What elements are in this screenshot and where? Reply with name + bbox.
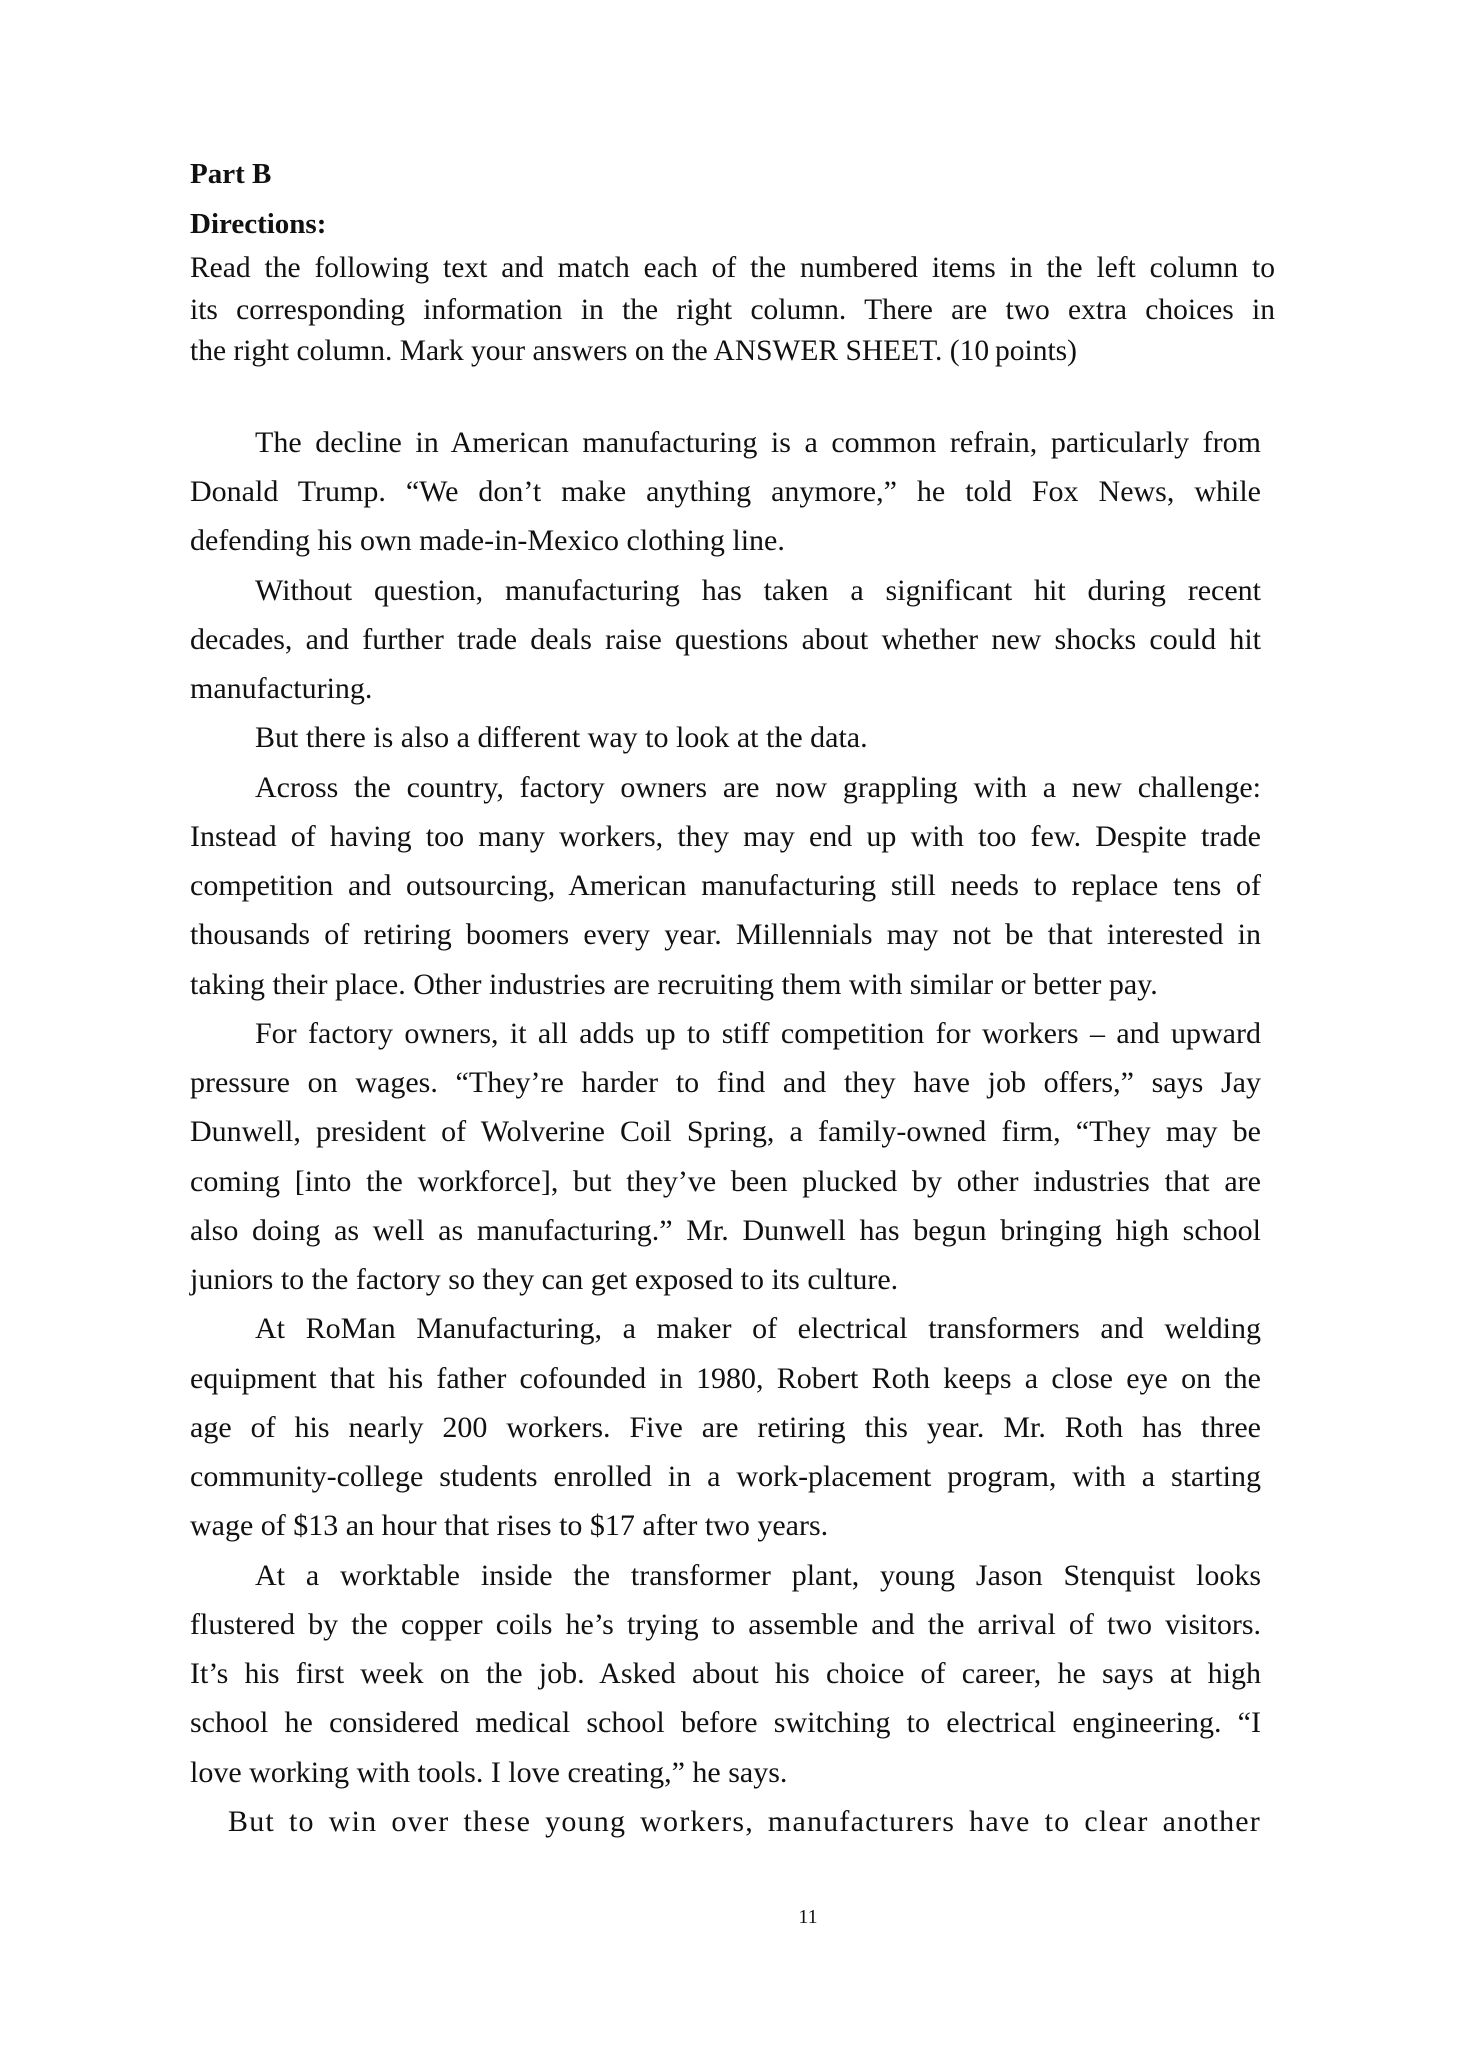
passage-line: school he considered medical school before switching to electrical engineering. “I bbox=[190, 1706, 1261, 1739]
passage-line: taking their place. Other industries are recruiting them with similar or better pay. bbox=[190, 968, 1158, 1001]
passage-line: pressure on wages. “They’re harder to find and they have job offers,” says Jay bbox=[190, 1066, 1261, 1099]
passage-line: At RoMan Manufacturing, a maker of electrical transformers and welding bbox=[255, 1312, 1261, 1345]
passage-line: wage of $13 an hour that rises to $17 after two years. bbox=[190, 1509, 829, 1542]
passage-line: At a worktable inside the transformer plant, young Jason Stenquist looks bbox=[255, 1559, 1261, 1592]
passage-line: But to win over these young workers, manufacturers have to clear another bbox=[228, 1805, 1261, 1838]
directions-line: Read the following text and match each of the numbered items in the left column to bbox=[190, 252, 1275, 284]
passage-line: For factory owners, it all adds up to stiff competition for workers – and upward bbox=[255, 1017, 1261, 1050]
passage-line: also doing as well as manufacturing.” Mr. Dunwell has begun bringing high school bbox=[190, 1214, 1261, 1247]
passage-line: decades, and further trade deals raise questions about whether new shocks could hit bbox=[190, 623, 1261, 656]
page-number: 11 bbox=[798, 1906, 818, 1928]
passage-line: community-college students enrolled in a work-placement program, with a starting bbox=[190, 1460, 1261, 1493]
passage-line: love working with tools. I love creating,” he says. bbox=[190, 1756, 788, 1789]
passage-line: flustered by the copper coils he’s trying to assemble and the arrival of two visitors. bbox=[190, 1608, 1261, 1641]
section-title: Part B bbox=[190, 158, 272, 190]
directions-line: its corresponding information in the right column. There are two extra choices in bbox=[190, 294, 1275, 326]
passage-line: age of his nearly 200 workers. Five are retiring this year. Mr. Roth has three bbox=[190, 1411, 1261, 1444]
passage-line: Across the country, factory owners are now grappling with a new challenge: bbox=[255, 771, 1261, 804]
passage-line: thousands of retiring boomers every year. Millennials may not be that interested in bbox=[190, 918, 1261, 951]
passage-line: coming [into the workforce], but they’ve been plucked by other industries that are bbox=[190, 1165, 1261, 1198]
passage-line: manufacturing. bbox=[190, 672, 373, 705]
passage-line: But there is also a different way to look at the data. bbox=[255, 721, 868, 754]
passage-line: The decline in American manufacturing is a common refrain, particularly from bbox=[255, 426, 1261, 459]
passage-line: Without question, manufacturing has taken a significant hit during recent bbox=[255, 574, 1261, 607]
passage-line: competition and outsourcing, American manufacturing still needs to replace tens of bbox=[190, 869, 1261, 902]
directions-label: Directions: bbox=[190, 208, 327, 240]
passage-line: Dunwell, president of Wolverine Coil Spring, a family-owned firm, “They may be bbox=[190, 1115, 1261, 1148]
passage-line: Instead of having too many workers, they may end up with too few. Despite trade bbox=[190, 820, 1261, 853]
passage-line: juniors to the factory so they can get exposed to its culture. bbox=[190, 1263, 899, 1296]
passage-line: equipment that his father cofounded in 1980, Robert Roth keeps a close eye on the bbox=[190, 1362, 1261, 1395]
passage-line: It’s his first week on the job. Asked about his choice of career, he says at high bbox=[190, 1657, 1261, 1690]
passage-line: Donald Trump. “We don’t make anything anymore,” he told Fox News, while bbox=[190, 475, 1261, 508]
passage-line: defending his own made-in-Mexico clothing line. bbox=[190, 524, 785, 557]
directions-line: the right column. Mark your answers on the ANSWER SHEET. (10 points) bbox=[190, 335, 1077, 367]
